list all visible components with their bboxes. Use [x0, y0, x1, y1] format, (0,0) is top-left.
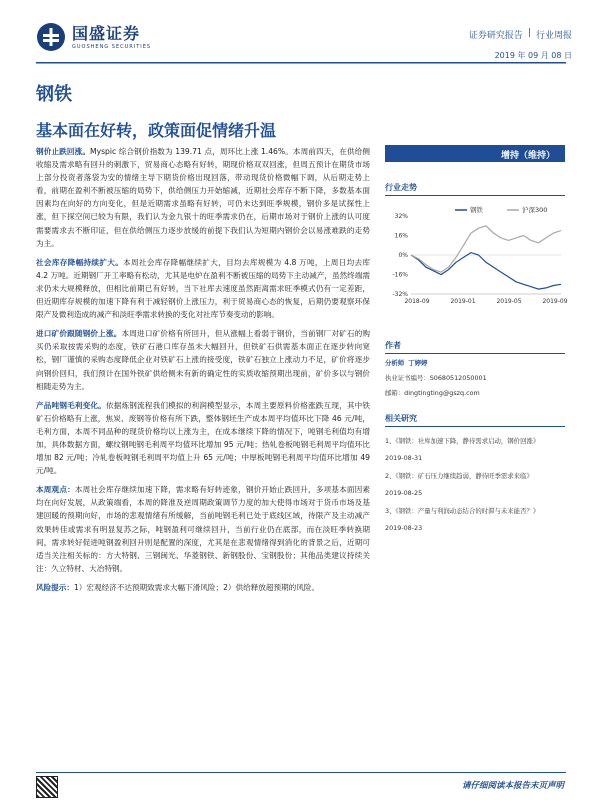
- related-heading: 相关研究: [385, 413, 565, 427]
- footer-divider: [36, 772, 566, 774]
- paragraph-price: [36, 145, 370, 250]
- analyst-line: [385, 357, 565, 369]
- logo-mark-icon: [36, 22, 66, 52]
- analyst-name: 丁婷婷: [408, 359, 428, 367]
- paragraph-lead: 本周观点：: [36, 485, 75, 495]
- paragraph-text: 本周进口矿价格有所回升，但从涨幅上看弱于钢价，当前钢厂对矿石的购买仍采取按需采购的态度，铁矿石港口库存虽未大幅回升，但铁矿石供需基本面正在逐步转向宽松，钢厂谨慎的采购态度降低企业对铁矿石上涨的接受度，铁矿石独立上涨动力不足，矿价将逐步向钢价回归，我们预计在国外铁矿供给侧未有新的确定性的实质收缩预期出现前，矿价多以与钢价相随走势为主。: [36, 329, 371, 391]
- x-tick-label: 2019-09: [542, 298, 568, 305]
- paragraph-ore: [36, 327, 370, 392]
- report-sub-label: 行业周报: [535, 31, 572, 41]
- author-heading: 作者: [385, 340, 565, 354]
- rating-badge: 增持（维持）: [385, 145, 565, 162]
- paragraph-lead: 进口矿价跟随钢价上涨。: [36, 329, 122, 339]
- paragraph-text: 本周社会库存继续加速下降，需求略有好转迹象，钢价开始止跌回升，多项基本面因素均在向好发展，从政策端看，本周的降准及逆周期政策调节力度的加大使得市场对于货币市场及基建回暖的预期向好，市场的悲观情绪有所缓解，当前吨钢毛利已处于底线区域，待限产及主动减产效果转佳或需求有明显复苏之际，吨钢盈利可继续回升，当前行业仍在底部，而在淡旺季转换期间，需求转好促进吨钢盈利回升则是配置的深度，尤其是在悲观情绪得到消化的背景之后，近期可适当关注相关标的：方大特钢、三钢闽光、华菱钢铁、新钢股份、宝钢股份；其他品类建议持续关注：久立特材、大冶特钢。: [36, 485, 370, 573]
- y-tick-label: -16%: [392, 271, 408, 279]
- cert-label: 执业证书编号：: [385, 374, 430, 382]
- header-divider: [36, 62, 566, 64]
- y-tick-label: 32%: [394, 213, 408, 220]
- y-tick-label: 16%: [394, 232, 408, 240]
- body-column: [36, 145, 370, 600]
- paragraph-text: 1）宏观经济不达预期致需求大幅下滑风险；2）供给释放超预期的风险。: [73, 582, 320, 592]
- paragraph-text: 依据炼钢流程我们模拟的利润模型显示，本周主要原料价格涨跌互现，其中铁矿石价格略有上涨，焦炭、废钢等价格有所下跌，整体钢坯生产成本周平均值环比下降 46 元/吨，毛利方面，本周不同品种的现货价格均以上涨为主，在成本继续下降的情况下，吨钢毛利值均有增加，具体数据方面，螺纹钢吨钢毛利周平均值环比增加 95 元/吨；热轧卷板吨钢毛利周平均值环比增加 82 元/吨；冷轧卷板吨钢毛利周平均值上升 65 元/吨；中厚板吨钢毛利周平均值环比增加 49 元/吨。: [36, 400, 371, 476]
- analyst-label: 分析师: [385, 359, 405, 367]
- y-tick-label: 0%: [398, 252, 408, 259]
- paragraph-view: [36, 483, 370, 575]
- y-tick-label: -32%: [392, 291, 408, 298]
- paragraph-text: 本周社会库存降幅继续扩大，目均去库规模为 4.8 万吨，上周日均去库 4.2 万吨。近期钢厂开工率略有松动，尤其是电炉在盈利不断被压缩的局势下主动减产，虽然终端需求仍未大规模释放，但相比前期已有好转，当下社库去速度虽然距离需求旺季模式仍有一定差距，但近期库存规模的加速下降有利于减轻钢价上涨压力，利于贸易商心态的恢复，后期仍要观察环保限产及微利造成的减产和淡旺季需求转换的变化对社库节奏变动的影响。: [36, 257, 371, 320]
- footer-disclaimer: 请仔细阅读本报告末页声明: [461, 781, 564, 791]
- legend-label: 钢铁: [470, 206, 483, 214]
- email-line: [385, 387, 565, 399]
- logo-cn: 国盛证券: [72, 23, 141, 43]
- paragraph-lead: 风险提示：: [36, 582, 74, 592]
- series-line-csi300: [411, 226, 561, 272]
- related-report-date: 2019-08-25: [385, 489, 423, 497]
- paragraph-margin: [36, 399, 370, 478]
- report-type: [469, 28, 572, 41]
- report-title: 基本面在好转，政策面促情绪升温: [36, 121, 277, 140]
- related-report-link[interactable]: 1、《钢铁：社库加速下降，静待需求启动，钢价回涨》: [385, 437, 540, 445]
- x-tick-label: 2019-05: [496, 298, 522, 305]
- trend-chart-svg: [385, 202, 568, 312]
- trend-heading: 行业走势: [385, 182, 565, 196]
- related-report-link[interactable]: 2、《钢铁：矿石压力继续趋弱，静待旺季需求来临》: [385, 472, 533, 480]
- qr-code-icon: [36, 776, 58, 798]
- email-address[interactable]: dingtingting@gszq.com: [404, 389, 480, 397]
- email-label: 邮箱：: [385, 389, 405, 397]
- legend-label: 沪深300: [522, 206, 548, 214]
- sidebar: [385, 145, 568, 532]
- series-line-steel: [411, 253, 561, 290]
- x-tick-label: 2018-09: [404, 298, 430, 305]
- related-report-link[interactable]: 3、《钢铁：产量与利润动态结合的时滞与未来能否？》: [385, 507, 540, 515]
- x-tick-label: 2019-01: [450, 298, 476, 305]
- industry-trend-chart: [385, 202, 568, 312]
- paragraph-lead: 社会库存降幅持续扩大。: [36, 257, 124, 267]
- report-date: 2019 年 09 月 08 日: [494, 51, 572, 60]
- industry-name: 钢铁: [36, 84, 72, 105]
- related-report-date: 2019-08-31: [385, 454, 423, 462]
- logo-en: GUOSHENG SECURITIES: [72, 43, 152, 50]
- paragraph-text: Myspic 综合钢价指数为 139.71 点，周环比上涨 1.46%。本周前四天，在供给侧收缩及需求略有回升的刺激下，贸易商心态略有好转，期现价格双双回涨，但周五预计在期货市场上部分投资者落袋为安的情绪主导下期货价格出现回落，带动现货价格微幅下调，从后期走势上看，前期在盈利不断被压缩的局势下，供给侧压力开始缩减，近期社会库存不断下降，多数基本面因素均在向好的方向变化，但是近期需求虽略有好转，可仍未达到旺季规模，钢价多是试探性上涨，但下探空间已较为有限，我们认为金九银十的旺季需求仍在，后期市场对于钢价上涨的认可度需要需求去不断印证，但在供给侧压力逐步放缓的前提下我们认为短期内钢价会以易涨难跌的走势为主。: [36, 147, 370, 248]
- paragraph-lead: 钢价止跌回涨。: [36, 147, 91, 156]
- report-type-separator: |: [527, 28, 531, 38]
- paragraph-lead: 产品吨钢毛利变化。: [36, 400, 106, 410]
- page-header: [0, 0, 600, 62]
- cert-line: [385, 372, 565, 384]
- paragraph-risk: [36, 581, 370, 594]
- paragraph-inventory: [36, 256, 370, 321]
- cert-number: S0680512050001: [429, 374, 487, 382]
- company-logo: [36, 22, 151, 52]
- related-report-date: 2019-08-23: [385, 524, 423, 532]
- report-type-label: 证券研究报告: [468, 31, 523, 41]
